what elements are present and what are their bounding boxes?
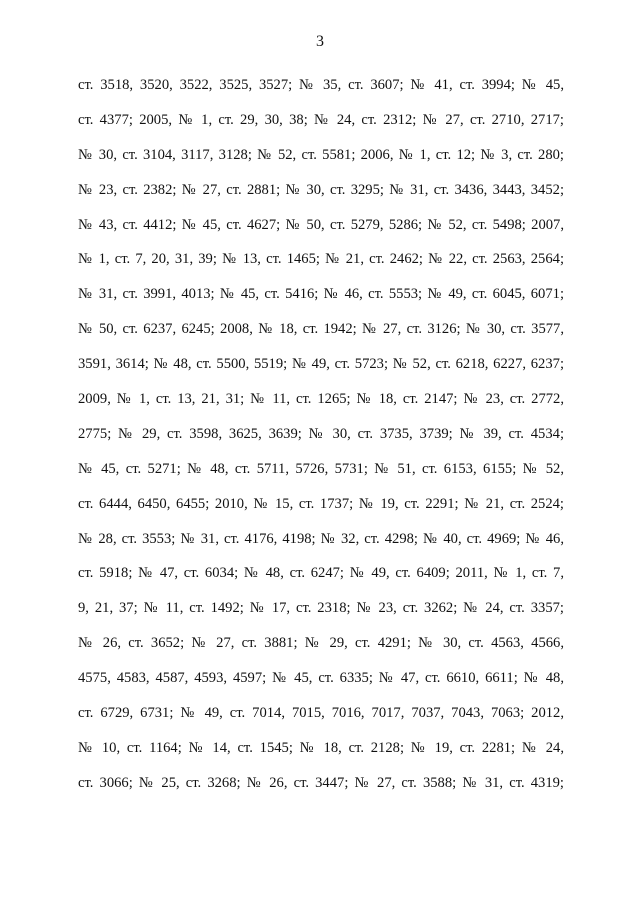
text-line: 3591, 3614; № 48, ст. 5500, 5519; № 49, ст. 5723; № 52, ст. 6218, 6227, 6237; xyxy=(78,356,564,373)
text-line: № 30, ст. 3104, 3117, 3128; № 52, ст. 5581; 2006, № 1, ст. 12; № 3, ст. 280; xyxy=(78,146,564,163)
text-line: ст. 6729, 6731; № 49, ст. 7014, 7015, 7016, 7017, 7037, 7043, 7063; 2012, xyxy=(78,705,564,722)
text-line: № 50, ст. 6237, 6245; 2008, № 18, ст. 1942; № 27, ст. 3126; № 30, ст. 3577, xyxy=(78,321,564,338)
text-line: ст. 6444, 6450, 6455; 2010, № 15, ст. 1737; № 19, ст. 2291; № 21, ст. 2524; xyxy=(78,495,564,512)
text-line: № 31, ст. 3991, 4013; № 45, ст. 5416; № 46, ст. 5553; № 49, ст. 6045, 6071; xyxy=(78,286,564,303)
text-line: ст. 3066; № 25, ст. 3268; № 26, ст. 3447; № 27, ст. 3588; № 31, ст. 4319; xyxy=(78,774,564,791)
text-line: 2775; № 29, ст. 3598, 3625, 3639; № 30, ст. 3735, 3739; № 39, ст. 4534; xyxy=(78,425,564,442)
text-line: ст. 4377; 2005, № 1, ст. 29, 30, 38; № 24, ст. 2312; № 27, ст. 2710, 2717; xyxy=(78,111,564,128)
body-text xyxy=(78,68,564,801)
text-line: № 1, ст. 7, 20, 31, 39; № 13, ст. 1465; № 21, ст. 2462; № 22, ст. 2563, 2564; xyxy=(78,251,564,268)
text-line: № 26, ст. 3652; № 27, ст. 3881; № 29, ст. 4291; № 30, ст. 4563, 4566, xyxy=(78,635,564,652)
text-line: № 23, ст. 2382; № 27, ст. 2881; № 30, ст. 3295; № 31, ст. 3436, 3443, 3452; xyxy=(78,181,564,198)
page-number: 3 xyxy=(316,33,324,50)
text-line: 9, 21, 37; № 11, ст. 1492; № 17, ст. 2318; № 23, ст. 3262; № 24, ст. 3357; xyxy=(78,600,564,617)
text-line: ст. 5918; № 47, ст. 6034; № 48, ст. 6247; № 49, ст. 6409; 2011, № 1, ст. 7, xyxy=(78,565,564,582)
text-line: № 10, ст. 1164; № 14, ст. 1545; № 18, ст. 2128; № 19, ст. 2281; № 24, xyxy=(78,739,564,756)
text-line: 2009, № 1, ст. 13, 21, 31; № 11, ст. 1265; № 18, ст. 2147; № 23, ст. 2772, xyxy=(78,391,564,408)
text-line: № 43, ст. 4412; № 45, ст. 4627; № 50, ст. 5279, 5286; № 52, ст. 5498; 2007, xyxy=(78,216,564,233)
text-line: 4575, 4583, 4587, 4593, 4597; № 45, ст. 6335; № 47, ст. 6610, 6611; № 48, xyxy=(78,670,564,687)
text-line: № 45, ст. 5271; № 48, ст. 5711, 5726, 5731; № 51, ст. 6153, 6155; № 52, xyxy=(78,460,564,477)
text-line: № 28, ст. 3553; № 31, ст. 4176, 4198; № 32, ст. 4298; № 40, ст. 4969; № 46, xyxy=(78,530,564,547)
text-line: ст. 3518, 3520, 3522, 3525, 3527; № 35, ст. 3607; № 41, ст. 3994; № 45, xyxy=(78,77,564,93)
